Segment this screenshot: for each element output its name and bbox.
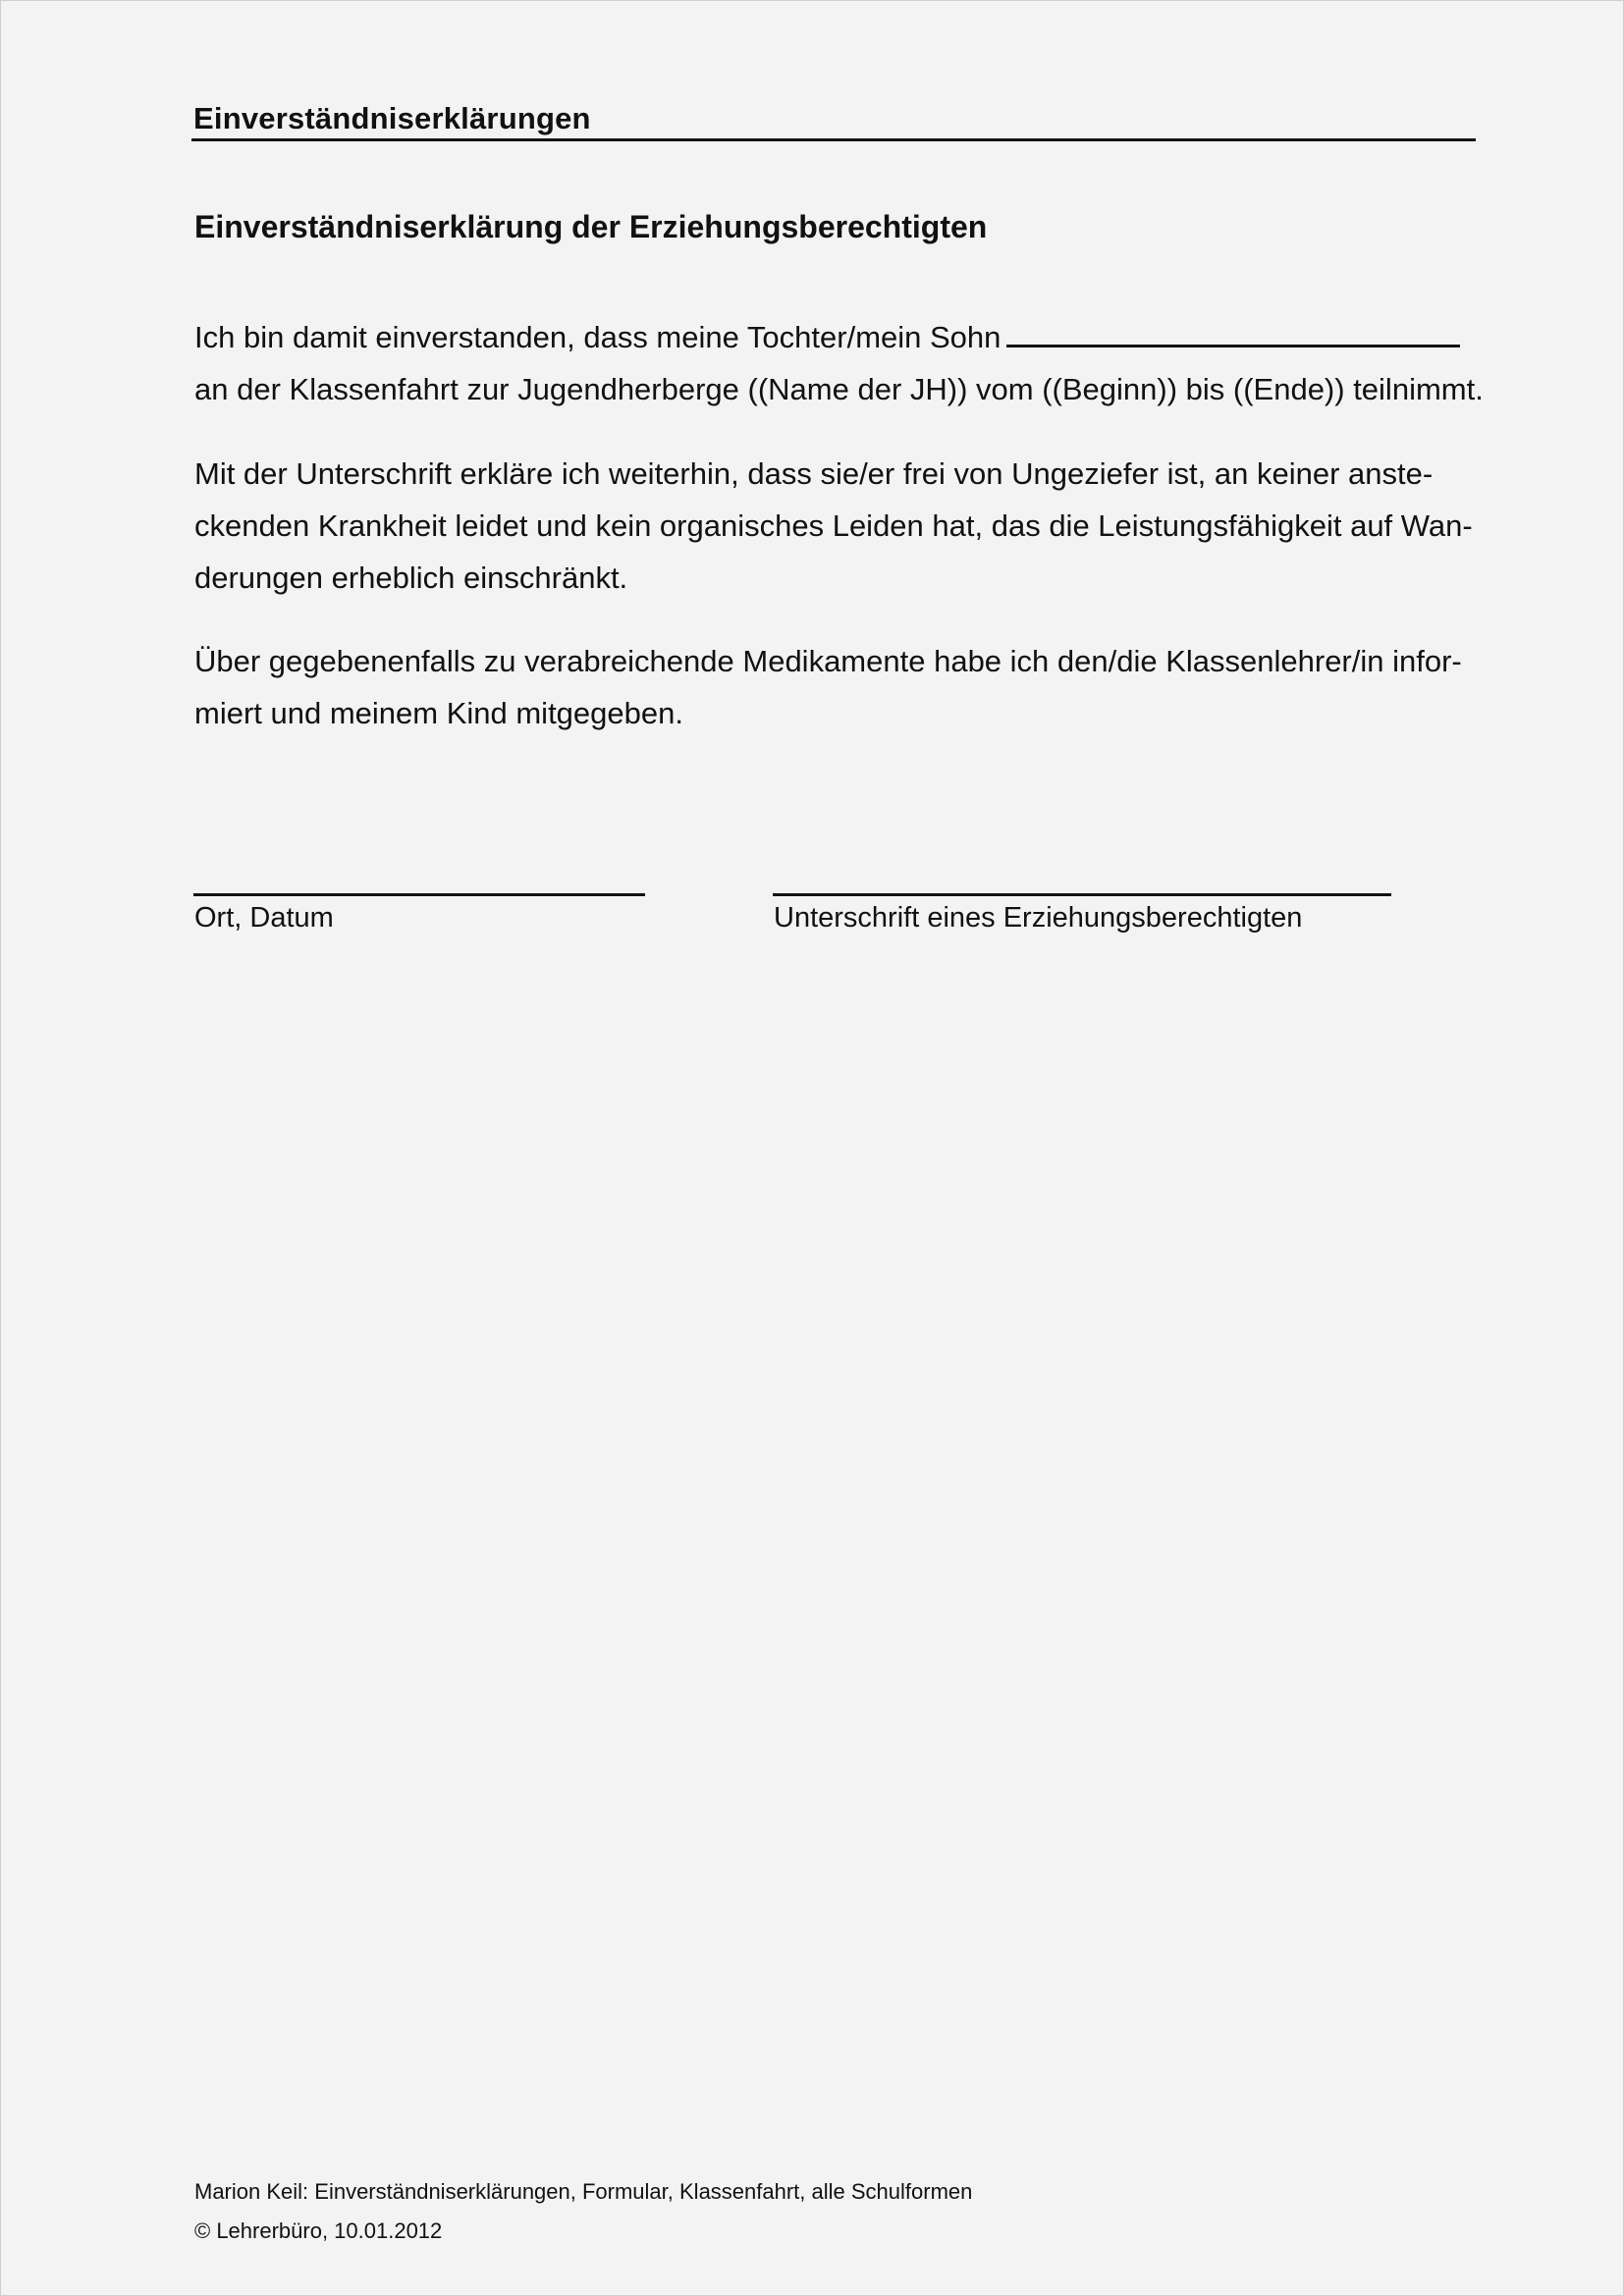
place-date-label: Ort, Datum — [194, 902, 334, 934]
page-header — [191, 97, 1476, 141]
child-name-blank — [1006, 319, 1460, 347]
consent-line-1 — [194, 311, 1490, 363]
health-declaration-paragraph — [194, 448, 1490, 604]
health-line-3: derungen erheblich einschränkt. — [194, 561, 628, 595]
medication-line-1: Über gegebenenfalls zu verabreichende Medikamente habe ich den/die Klassenlehrer/in infor- — [194, 644, 1462, 678]
health-line-2: ckenden Krankheit leidet und kein organisches Leiden hat, das die Leistungsfähigkeit auf Wan- — [194, 508, 1473, 543]
footer-source-line: Marion Keil: Einverständniserklärungen, Formular, Klassenfahrt, alle Schulformen — [194, 2179, 973, 2204]
consent-line-2: an der Klassenfahrt zur Jugendherberge ((Name der JH)) vom ((Beginn)) bis ((Ende)) teilnimmt. — [194, 372, 1484, 406]
place-date-line — [193, 893, 645, 896]
health-line-1: Mit der Unterschrift erkläre ich weiterhin, dass sie/er frei von Ungeziefer ist, an keiner anste- — [194, 456, 1434, 491]
medication-line-2: miert und meinem Kind mitgegeben. — [194, 696, 683, 730]
page-footer — [194, 2172, 972, 2251]
consent-paragraph — [194, 311, 1490, 415]
header-title: Einverständniserklärungen — [193, 101, 591, 135]
signature-line — [773, 893, 1391, 896]
consent-line-1-text: Ich bin damit einverstanden, dass meine Tochter/mein Sohn — [194, 320, 1001, 354]
footer-copyright-line: © Lehrerbüro, 10.01.2012 — [194, 2218, 443, 2243]
signature-label: Unterschrift eines Erziehungsberechtigten — [774, 902, 1303, 934]
document-title: Einverständniserklärung der Erziehungsberechtigten — [194, 209, 988, 244]
medication-paragraph — [194, 635, 1490, 739]
